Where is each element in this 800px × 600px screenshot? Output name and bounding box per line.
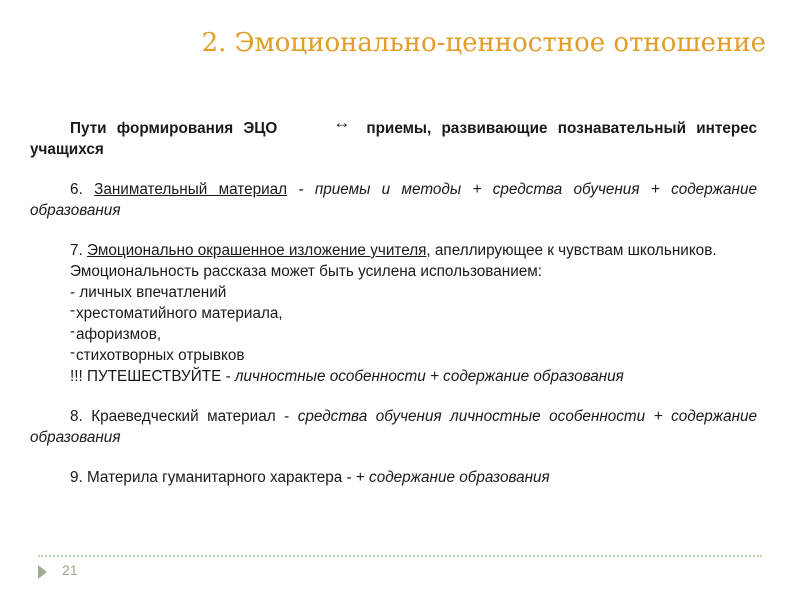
item-6 xyxy=(30,179,757,221)
dash-bullet-icon: - xyxy=(70,302,76,319)
list-item: - личных впечатлений xyxy=(70,284,227,301)
dash-bullet-icon: - xyxy=(70,323,76,340)
item-9-title: 9. Материла гуманитарного характера - + xyxy=(70,469,365,486)
intro-left-text: Пути формирования ЭЦО xyxy=(70,120,278,137)
intro-right-text: приемы, развивающие познавательный интерес учащихся xyxy=(30,120,757,158)
list-item-text: афоризмов, xyxy=(76,326,162,343)
dash-bullet-icon: - xyxy=(70,344,76,361)
item-9 xyxy=(30,467,757,488)
item-9-description: содержание образования xyxy=(369,469,550,486)
double-arrow-icon: ↔ xyxy=(333,113,351,132)
travel-label: !!! ПУТЕШЕСТВУЙТЕ - xyxy=(70,368,231,385)
slide-content xyxy=(30,113,758,488)
item-8-title: 8. Краеведческий материал - xyxy=(70,408,290,425)
item-7 xyxy=(30,240,757,261)
list-item xyxy=(30,345,757,366)
intro-paragraph xyxy=(30,113,757,160)
item-6-number: 6. xyxy=(70,181,83,198)
item-7-note: Эмоциональность рассказа может быть усилена использованием: xyxy=(70,263,543,280)
page-number: 21 xyxy=(62,562,78,578)
travel-description: личностные особенности + содержание образования xyxy=(234,368,624,385)
item-7-title: Эмоционально окрашенное изложение учителя xyxy=(87,242,427,259)
item-7-number: 7. xyxy=(70,242,83,259)
triangle-marker-icon xyxy=(38,565,47,579)
list-item-text: стихотворных отрывков xyxy=(76,347,245,364)
list-item xyxy=(30,324,757,345)
travel-line xyxy=(30,366,757,387)
item-6-title: Занимательный материал xyxy=(94,181,288,198)
item-6-description: - приемы и методы + средства обучения + содержание образования xyxy=(30,181,757,219)
list-item xyxy=(30,303,757,324)
list-item-text: хрестоматийного материала, xyxy=(76,305,283,322)
item-8-description: средства обучения личностные особенности + содержание образования xyxy=(30,408,758,446)
item-7-description: , апеллирующее к чувствам школьников. xyxy=(426,242,717,259)
footer-divider xyxy=(38,555,762,557)
item-8 xyxy=(30,406,757,448)
slide-title: 2. Эмоционально-ценностное отношение xyxy=(201,28,766,58)
